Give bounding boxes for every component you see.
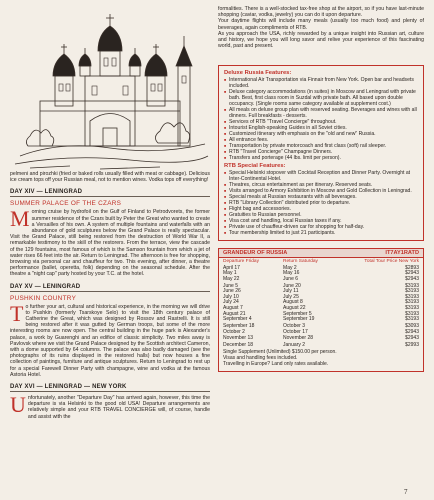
table-cell: $3193 <box>405 316 419 323</box>
price-table-code: IT7AY1RATD <box>385 250 419 257</box>
day-15-text: o further your art, cultural and historical experience, in the morning we will drive to Pushkin (formerly Tsarskoye Selo) to visit the 18th century palace of Catherine the Great, which was designed by Rossov and Rastrelli. It is still being restored after it was gutted by German troops, but some of the more interesting rooms are now open. The central building in the huge park is Alexander's palace, a work by Guarenghi and an edifice of classic simplicity. Two miles away is Pavlovsk where we visit the Grand Palace designed by the Scottish architect Cameron, with a dome supported by 64 columns. The palace was also badly damaged (see the photographs of its ruins displayed in the restored halls) but now houses a fine collection of paintings, furniture and antique sculptures. Return to Leningrad to rest up for a special Farewell Dinner Party with champagne, wine and vodka at the famous Astoria Hotel. <box>10 303 210 378</box>
list-item: ■ Services of RTB "Travel Concierge" throughout. <box>224 119 418 125</box>
table-cell: May 22 <box>223 276 240 283</box>
table-cell: $2943 <box>405 276 419 283</box>
list-item: ■ Visits arranged to Armory Exhibition in Moscow and Gold Collection in Leningrad. <box>224 188 418 194</box>
table-cell: $2943 <box>405 270 419 277</box>
table-cell: $2943 <box>405 334 419 341</box>
list-item: ■ Special meals at Russian restaurants with all beverages. <box>224 194 418 200</box>
table-cell: September 4 <box>223 316 252 323</box>
table-cell: May 1 <box>223 270 237 277</box>
features-list <box>224 77 418 161</box>
list-item: ■ Customized itinerary with emphasis on the "old and new" Russia. <box>224 131 418 137</box>
table-cell: $3193 <box>405 282 419 289</box>
list-item: ■ Theatres, circus entertainment as per itinerary. Reserved seats. <box>224 182 418 188</box>
list-item: ■ RTB "Library Collection" distributed prior to departure. <box>224 200 418 206</box>
list-item: ■ Intourist English-speaking Guides in all Soviet cities. <box>224 125 418 131</box>
specials-title: RTB Special Features: <box>224 163 286 170</box>
table-cell: September 5 <box>283 310 312 317</box>
table-cell: May 16 <box>283 270 300 277</box>
table-cell: $3193 <box>405 304 419 311</box>
day-14-dropcap: M <box>10 206 30 232</box>
day-15-title: DAY XV — LENINGRAD <box>10 283 81 290</box>
day-16-text-block <box>10 392 210 420</box>
table-cell: July 10 <box>223 293 239 300</box>
table-header-row <box>219 258 423 265</box>
table-cell: September 19 <box>283 316 315 323</box>
list-item: ■ Transfers and porterage (44 lbs. limit per person). <box>224 155 418 161</box>
list-item: ■ Visa cost and handling, local Russian taxes if any. <box>224 218 418 224</box>
day-14-title: DAY XIV — LENINGRAD <box>10 189 83 196</box>
table-row <box>219 323 423 330</box>
features-box <box>218 65 424 241</box>
specials-list <box>224 170 418 236</box>
table-cell: August 7 <box>223 304 243 311</box>
page-number: 7 <box>404 488 408 496</box>
column-header: Return Saturday <box>283 259 318 265</box>
table-cell: $3093 <box>405 322 419 329</box>
table-cell: June 26 <box>223 288 241 295</box>
table-cell: June 20 <box>283 282 301 289</box>
intro-text: pelmeni and pirozhki (fried or baked rolls usually filled with meat or cabbage). Delicious ice cream tops off your Russian meal, not to mention wines. Vodka tops off everything! <box>10 171 210 184</box>
table-row <box>219 342 423 349</box>
table-cell: May 2 <box>283 264 297 271</box>
divider <box>10 391 210 392</box>
table-cell: October 2 <box>223 329 245 336</box>
table-cell: August 21 <box>223 310 246 317</box>
table-cell: July 24 <box>223 299 239 306</box>
features-title: Deluxe Russia Features: <box>224 70 292 77</box>
table-cell: December 18 <box>223 341 254 348</box>
column-header: Departure Friday <box>223 259 259 265</box>
day-14-text-block <box>10 206 210 278</box>
day-15-subtitle: PUSHKIN COUNTRY <box>10 294 77 302</box>
day-15-dropcap: T <box>10 300 24 326</box>
table-cell: October 3 <box>283 322 305 329</box>
day-15-text-block <box>10 300 210 378</box>
left-column <box>10 6 210 420</box>
table-cell: November 28 <box>283 334 314 341</box>
table-cell: June 5 <box>223 282 239 289</box>
table-cell: $3193 <box>405 288 419 295</box>
list-item: ■ Gratuities to Russian personnel. <box>224 212 418 218</box>
table-cell: $3193 <box>405 293 419 300</box>
price-note: Visas and handling fees included. <box>223 354 298 361</box>
list-item: ■ Private use of chauffeur-driven car for shopping for half-day. <box>224 224 418 230</box>
day-14-subtitle: SUMMER PALACE OF THE CZARS <box>10 200 122 208</box>
table-cell: January 2 <box>283 341 305 348</box>
divider <box>10 291 210 292</box>
table-cell: $3193 <box>405 299 419 306</box>
list-item: ■ Special Helsinki stopover with Cocktail Reception and Dinner Party. Overnight at Inter-Continental Hotel. <box>224 170 418 182</box>
table-cell: October 17 <box>283 329 308 336</box>
list-item: ■ International Air Transportation via Finnair from New York. Open bar and headsets included. <box>224 77 418 89</box>
price-note: Single Supplement (Unlimited) $150.00 per person. <box>223 349 337 356</box>
list-item: ■ Tour membership limited to just 21 participants. <box>224 230 418 236</box>
right-column-text: formalities. There is a well-stocked tax-free shop at the airport, so if you have last-minute shopping (caviar, vodka, jewelry) you can do it upon departure. Your daytime flights will include many meals (usually too much food) and plenty of beverages, again compliments of RTB. As you approach the USA, richly rewarded by a unique insight into Russian art, culture and history, we hope you will long savor and relive your experience of this fascinating world, past and present. <box>218 6 424 50</box>
price-table-header <box>219 249 423 258</box>
list-item: ■ All entrance fees. <box>224 137 418 143</box>
table-cell: $2893 <box>405 264 419 271</box>
list-item: ■ RTB "Travel Concierge" Champagne Dinners. <box>224 149 418 155</box>
price-table <box>219 258 423 348</box>
table-cell: August 22 <box>283 304 306 311</box>
day-16-text: nfortunately, another "Departure Day" has arrived again, however, this time the departure is via Helsinki to the good old USA! Departure arrangements are relatively simple and your RTB TRAVEL CONCIERGE will, of course, handle and assist with the <box>27 395 210 420</box>
price-note: Travelling in Europe? Land only rates available. <box>223 360 329 367</box>
table-cell: April 17 <box>223 264 240 271</box>
day-16-dropcap: U <box>10 392 26 418</box>
table-cell: $2993 <box>405 341 419 348</box>
table-cell: July 25 <box>283 293 299 300</box>
table-cell: August 8 <box>283 299 303 306</box>
price-table-body <box>219 266 423 348</box>
divider <box>10 196 210 197</box>
price-notes <box>219 348 423 370</box>
day-14-text: orning cruise by hydrofoil on the Gulf of Finland to Petrodvorets, the former summer residence of the Czars built by Peter the Great who wanted to create a Versailles of his own. A system of multiple fountains and waterfalls with an abundance of gold sculptures below the Grand Palace is really spectacular. Visit the Grand Palace, still being restored from the destruction of World War II, a remarkable testimony to the skill of the restorers. From the terrace, view the cascade of the 129 fountains, most famous of which is the Samson fountain from which a jet of water rises 66 feet into the air. Return to Leningrad. The afternoon is free for shopping, browsing via personal car and chauffeur for two. This evening, after dinner, a theatre performance (ballet, operetta, folk) depending on the seasonal schedule. After the theatre a "night cap" party hosted by your T.C. at the hotel. <box>10 209 210 278</box>
list-item: ■ Flight bag and accessories. <box>224 206 418 212</box>
kremlin-church-illustration <box>10 6 210 171</box>
list-item: ■ Transportation by private motorcoach and first class (soft) rail sleeper. <box>224 143 418 149</box>
table-cell: September 18 <box>223 322 255 329</box>
column-header: Total Tour Price New York <box>364 259 419 265</box>
right-column <box>218 6 424 372</box>
table-cell: July 11 <box>283 288 299 295</box>
table-cell: November 13 <box>223 334 254 341</box>
price-table-title: GRANDEUR OF RUSSIA <box>223 250 288 257</box>
table-row <box>219 283 423 290</box>
table-cell: $3193 <box>405 310 419 317</box>
table-cell: $2943 <box>405 329 419 336</box>
price-table-box <box>218 248 424 371</box>
list-item: ■ All meals on deluxe group plan with reserved seating. Beverages and wines with all dinners. Full breakfasts - desserts. <box>224 107 418 119</box>
table-cell: June 6 <box>283 276 299 283</box>
day-16-title: DAY XVI — LENINGRAD — NEW YORK <box>10 384 127 391</box>
list-item: ■ Deluxe category accommodations (in suites) in Moscow and Leningrad with private bath. Best, first class room in Suzdal with private bath. All based upon double occupancy. (Single rooms same category available at supplement cost.) <box>224 89 418 107</box>
